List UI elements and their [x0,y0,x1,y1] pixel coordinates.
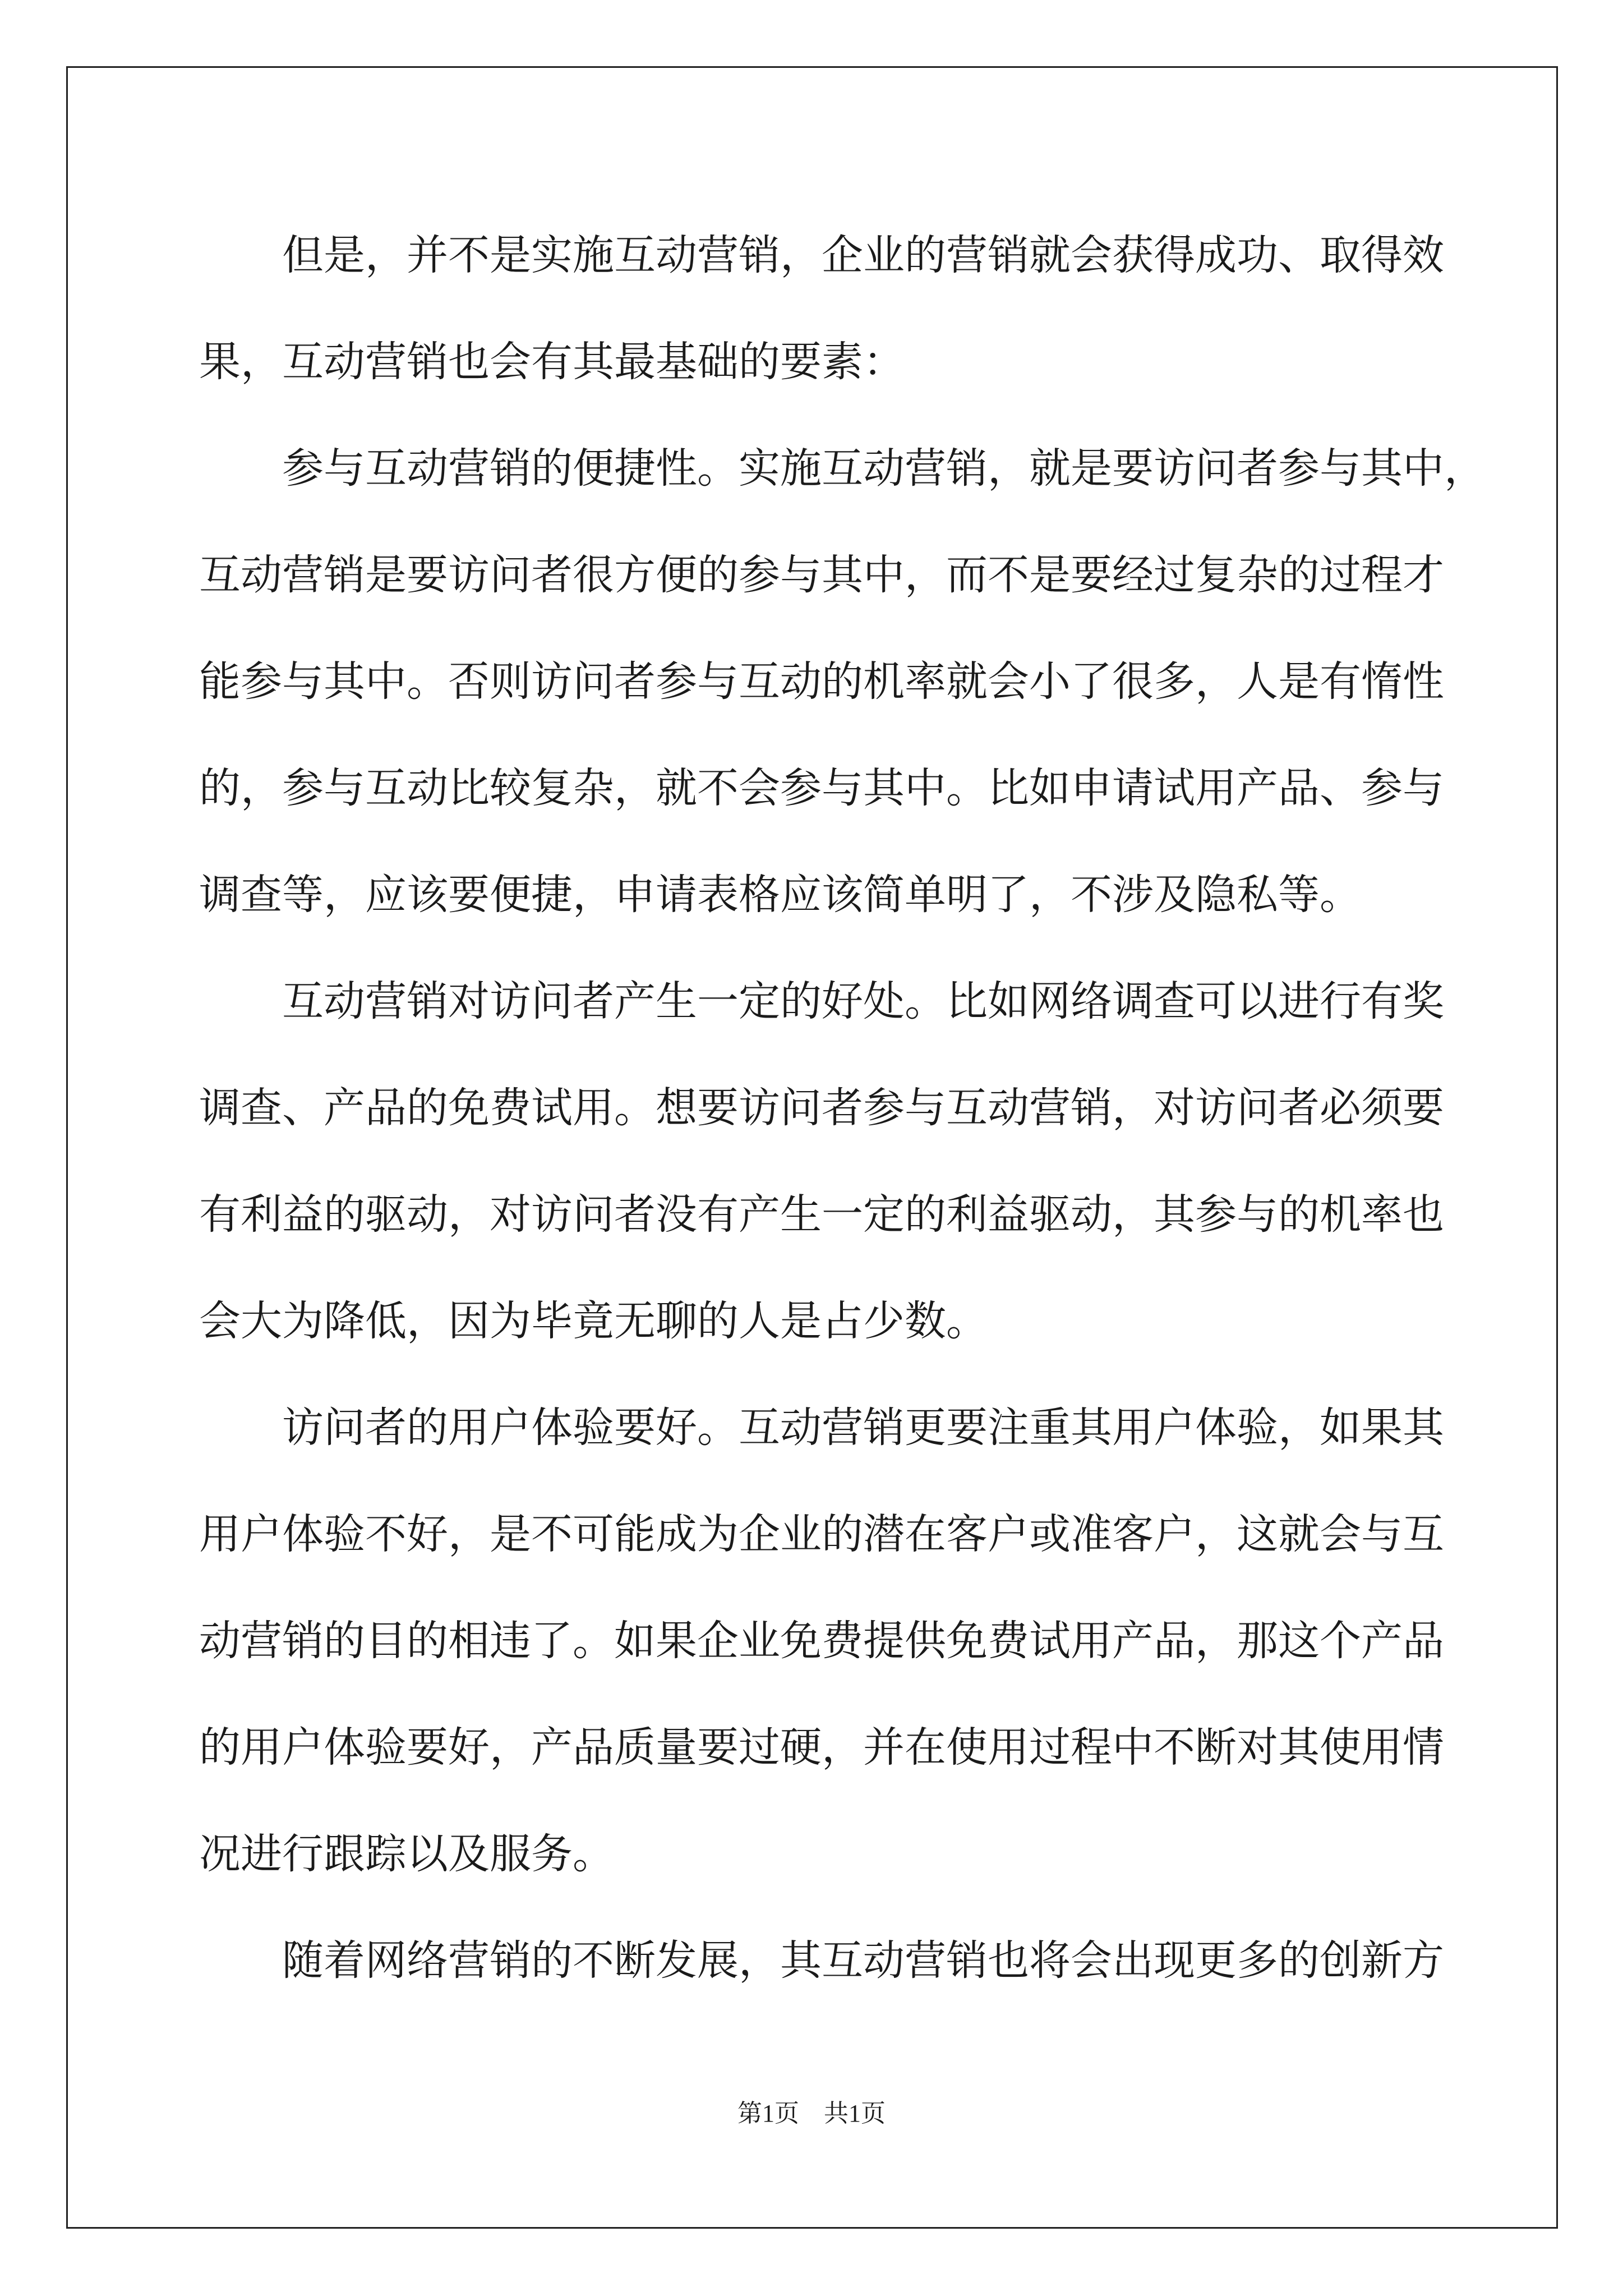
paragraph-line: 调查、产品的免费试用。想要访问者参与互动营销，对访问者必须要 [199,1084,1444,1132]
paragraph-line: 用户体验不好，是不可能成为企业的潜在客户或准客户，这就会与互 [199,1510,1444,1558]
document-body [199,219,1486,2031]
paragraph-line: 有利益的驱动，对访问者没有产生一定的利益驱动，其参与的机率也 [199,1190,1444,1239]
page-number-footer: 第1页 共1页 [737,2100,886,2127]
paragraph-line: 的用户体验要好，产品质量要过硬，并在使用过程中不断对其使用情 [199,1723,1444,1772]
paragraph-line: 随着网络营销的不断发展，其互动营销也将会出现更多的创新方 [282,1936,1444,1985]
paragraph-line: 但是，并不是实施互动营销，企业的营销就会获得成功、取得效 [282,231,1444,279]
paragraph-line: 的，参与互动比较复杂，就不会参与其中。比如申请试用产品、参与 [199,764,1444,812]
paragraph-line: 调查等，应该要便捷，申请表格应该简单明了，不涉及隐私等。 [199,871,1361,919]
paragraph-line: 互动营销对访问者产生一定的好处。比如网络调查可以进行有奖 [282,977,1444,1025]
paragraph-line: 会大为降低，因为毕竟无聊的人是占少数。 [199,1297,988,1345]
paragraph-line: 访问者的用户体验要好。互动营销更要注重其用户体验，如果其 [282,1404,1444,1452]
paragraph-line: 能参与其中。否则访问者参与互动的机率就会小了很多，人是有惰性 [199,657,1444,706]
paragraph-line: 况进行跟踪以及服务。 [199,1830,614,1878]
paragraph-line: 互动营销是要访问者很方便的参与其中，而不是要经过复杂的过程才 [199,551,1444,599]
paragraph-line: 参与互动营销的便捷性。实施互动营销，就是要访问者参与其中， [282,444,1486,493]
paragraph-line: 动营销的目的相违了。如果企业免费提供免费试用产品，那这个产品 [199,1617,1444,1665]
paragraph-line: 果，互动营销也会有其最基础的要素： [199,338,905,386]
